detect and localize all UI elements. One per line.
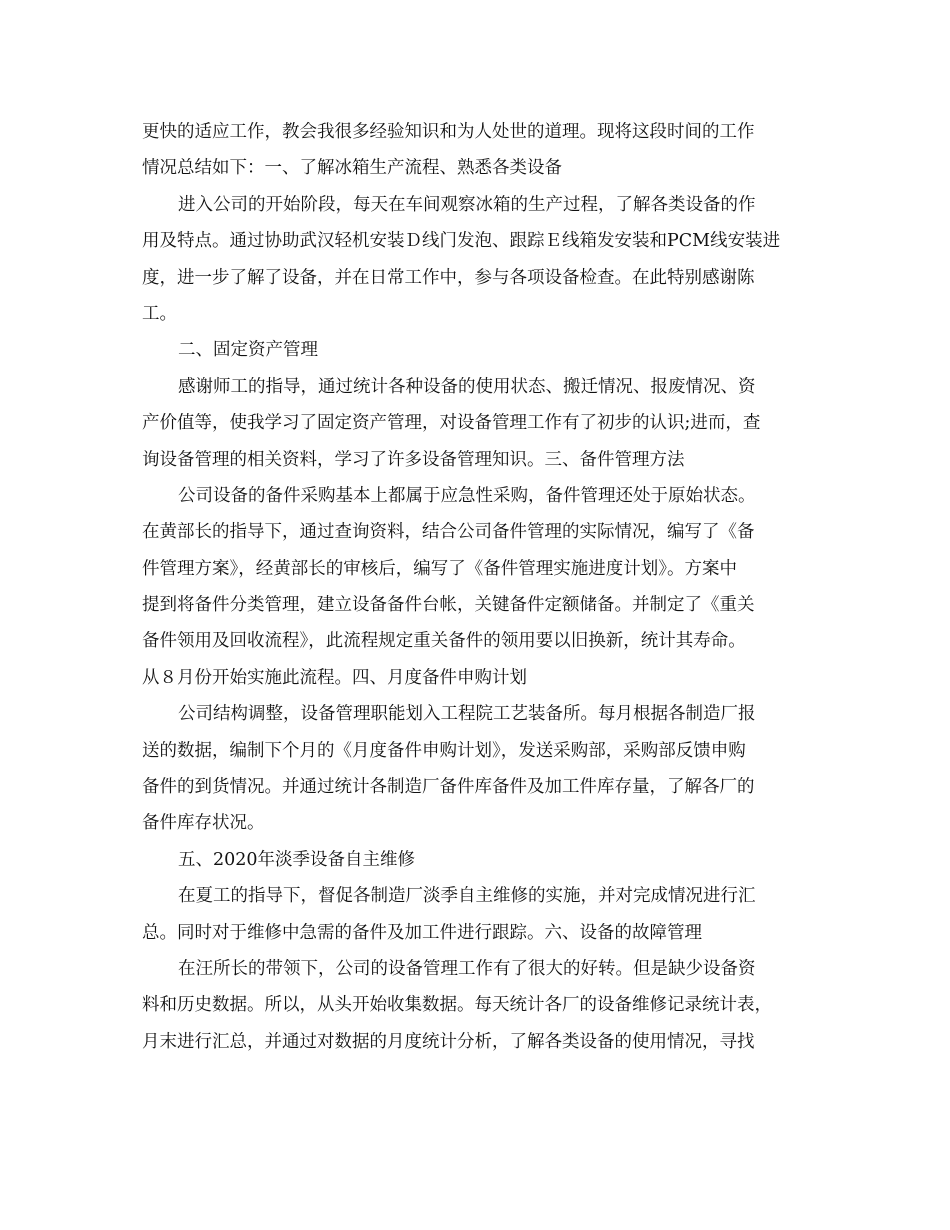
document-body — [142, 114, 822, 1060]
text-line: 度，进一步了解了设备，并在日常工作中，参与各项设备检查。在此特别感谢陈 — [142, 267, 755, 288]
text-line: 月末进行汇总，并通过对数据的月度统计分析，了解各类设备的使用情况，寻找 — [142, 1031, 755, 1052]
text-line: 备件的到货情况。并通过统计各制造厂备件库备件及加工件库存量，了解各厂的 — [142, 777, 755, 798]
text-line: 在汪所长的带领下，公司的设备管理工作有了很大的好转。但是缺少设备资 — [178, 958, 756, 979]
text-line: 工。 — [142, 303, 177, 324]
text-line: 用及特点。通过协助武汉轻机安装Ｄ线门发泡、跟踪Ｅ线箱发安装和PCM线安装进 — [142, 231, 781, 252]
text-line: 五、2020年淡季设备自主维修 — [178, 849, 416, 870]
text-line: 公司设备的备件采购基本上都属于应急性采购，备件管理还处于原始状态。 — [178, 485, 756, 506]
text-line: 进入公司的开始阶段，每天在车间观察冰箱的生产过程，了解各类设备的作 — [178, 194, 756, 215]
text-line: 询设备管理的相关资料，学习了许多设备管理知识。三、备件管理方法 — [142, 449, 685, 470]
text-line: 在黄部长的指导下，通过查询资料，结合公司备件管理的实际情况，编写了《备 — [142, 522, 755, 543]
text-line: 从８月份开始实施此流程。四、月度备件申购计划 — [142, 667, 527, 688]
text-line: 公司结构调整，设备管理职能划入工程院工艺装备所。每月根据各制造厂报 — [178, 704, 756, 725]
text-line: 料和历史数据。所以，从头开始收集数据。每天统计各厂的设备维修记录统计表， — [142, 995, 772, 1016]
text-line: 总。同时对于维修中急需的备件及加工件进行跟踪。六、设备的故障管理 — [142, 922, 702, 943]
text-line: 件管理方案》，经黄部长的审核后，编写了《备件管理实施进度计划》。方案中 — [142, 558, 737, 579]
text-line: 感谢师工的指导，通过统计各种设备的使用状态、搬迁情况、报废情况、资 — [178, 376, 756, 397]
text-line: 备件库存状况。 — [142, 813, 265, 834]
text-line: 提到将备件分类管理，建立设备备件台帐，关键备件定额储备。并制定了《重关 — [142, 595, 755, 616]
text-line: 备件领用及回收流程》，此流程规定重关备件的领用要以旧换新，统计其寿命。 — [142, 631, 746, 652]
text-line: 送的数据，编制下个月的《月度备件申购计划》，发送采购部，采购部反馈申购 — [142, 740, 746, 761]
text-line: 二、固定资产管理 — [178, 340, 318, 361]
text-line: 产价值等，使我学习了固定资产管理，对设备管理工作有了初步的认识;进而，查 — [142, 413, 761, 434]
text-line: 情况总结如下：一、了解冰箱生产流程、熟悉各类设备 — [142, 158, 562, 179]
text-line: 更快的适应工作，教会我很多经验知识和为人处世的道理。现将这段时间的工作 — [142, 122, 755, 142]
text-line: 在夏工的指导下，督促各制造厂淡季自主维修的实施，并对完成情况进行汇 — [178, 886, 756, 907]
